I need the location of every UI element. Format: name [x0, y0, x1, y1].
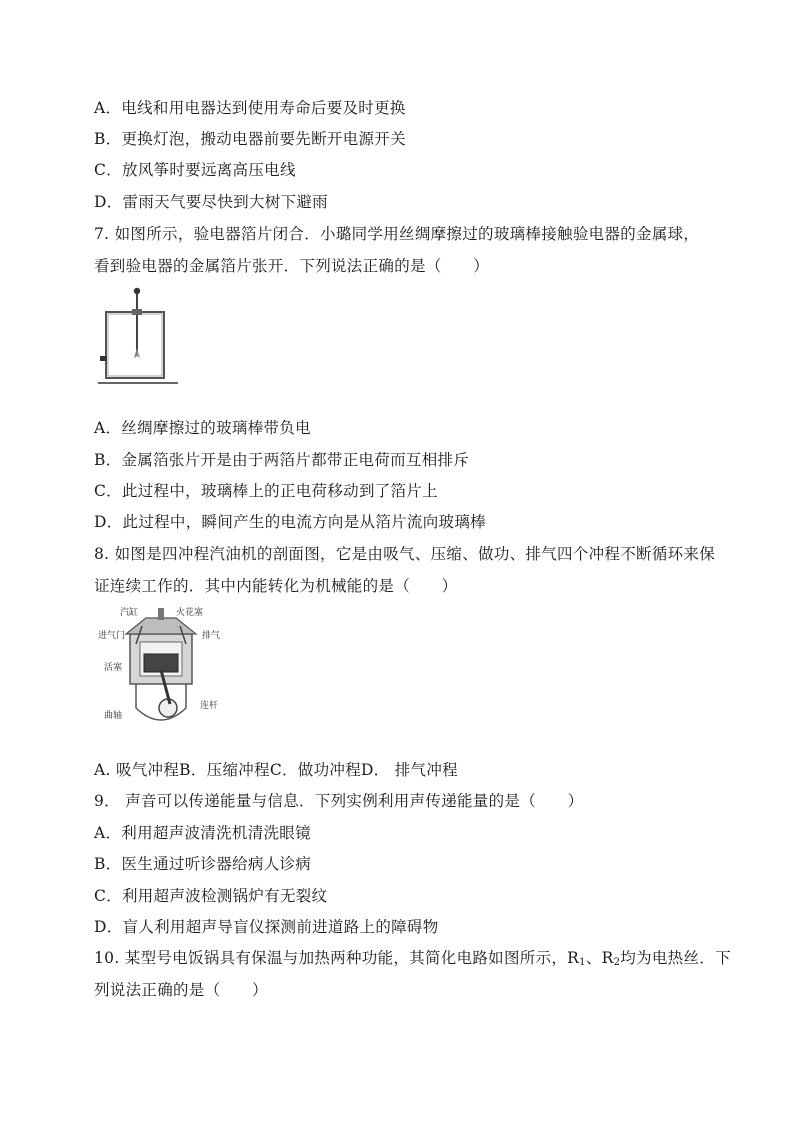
q7-option-c: C．此过程中，玻璃棒上的正电荷移动到了箔片上	[94, 482, 438, 500]
q6-option-c: C．放风筝时要远离高压电线	[94, 161, 296, 179]
q10-stem-part3: 均为电热丝．下	[620, 949, 731, 967]
q7-option-a: A．丝绸摩擦过的玻璃棒带负电	[94, 419, 311, 437]
label-crankshaft: 曲轴	[104, 711, 123, 721]
q10-stem-line2: 列说法正确的是（ ）	[94, 981, 268, 999]
q9-stem: 9． 声音可以传递能量与信息．下列实例利用声传递能量的是（ ）	[94, 792, 584, 810]
q6-option-a: A．电线和用电器达到使用寿命后要及时更换	[94, 99, 406, 117]
q8-stem-line2: 证连续工作的．其中内能转化为机械能的是（ ）	[94, 577, 458, 595]
q7-option-d: D．此过程中，瞬间产生的电流方向是从箔片流向玻璃棒	[94, 513, 486, 531]
q7-stem-line1: 7. 如图所示，验电器箔片闭合．小璐同学用丝绸摩擦过的玻璃棒接触验电器的金属球，	[94, 225, 700, 243]
q8-stem-line1: 8. 如图是四冲程汽油机的剖面图，它是由吸气、压缩、做功、排气四个冲程不断循环来保	[94, 545, 716, 563]
q10-stem-part1: 10. 某型号电饭锅具有保温与加热两种功能，其简化电路如图所示，R	[94, 949, 580, 967]
label-exhaust: 排气	[202, 631, 221, 641]
q10-sub1: 1	[579, 957, 586, 968]
electroscope-drawing	[96, 282, 180, 388]
q7-stem-line2: 看到验电器的金属箔片张开．下列说法正确的是（ ）	[94, 257, 490, 275]
q6-option-d: D．雷雨天气要尽快到大树下避雨	[94, 193, 328, 211]
q9-option-c: C．利用超声波检测锅炉有无裂纹	[94, 887, 328, 905]
q6-option-b: B．更换灯泡，搬动电器前要先断开电源开关	[94, 130, 406, 148]
electroscope-figure	[96, 282, 180, 388]
label-intake-valve: 进气门	[98, 631, 126, 641]
q8-options: A. 吸气冲程B．压缩冲程C．做功冲程D． 排气冲程	[94, 761, 458, 779]
q10-stem-line1	[94, 948, 731, 973]
q9-option-a: A．利用超声波清洗机清洗眼镜	[94, 824, 311, 842]
q10-stem-part2: 、R	[585, 949, 614, 967]
engine-drawing	[96, 604, 228, 736]
label-cylinder: 汽缸	[120, 608, 139, 618]
label-spark-plug: 火花塞	[176, 608, 204, 618]
q9-option-b: B．医生通过听诊器给病人诊病	[94, 855, 312, 873]
q7-option-b: B．金属箔张片开是由于两箔片都带正电荷而互相排斥	[94, 451, 470, 469]
label-connecting-rod: 连杆	[200, 701, 219, 711]
engine-figure	[96, 604, 228, 736]
q10-sub2: 2	[613, 957, 621, 968]
q9-option-d: D．盲人利用超声导盲仪探测前进道路上的障碍物	[94, 918, 439, 936]
label-piston: 活塞	[104, 663, 123, 673]
